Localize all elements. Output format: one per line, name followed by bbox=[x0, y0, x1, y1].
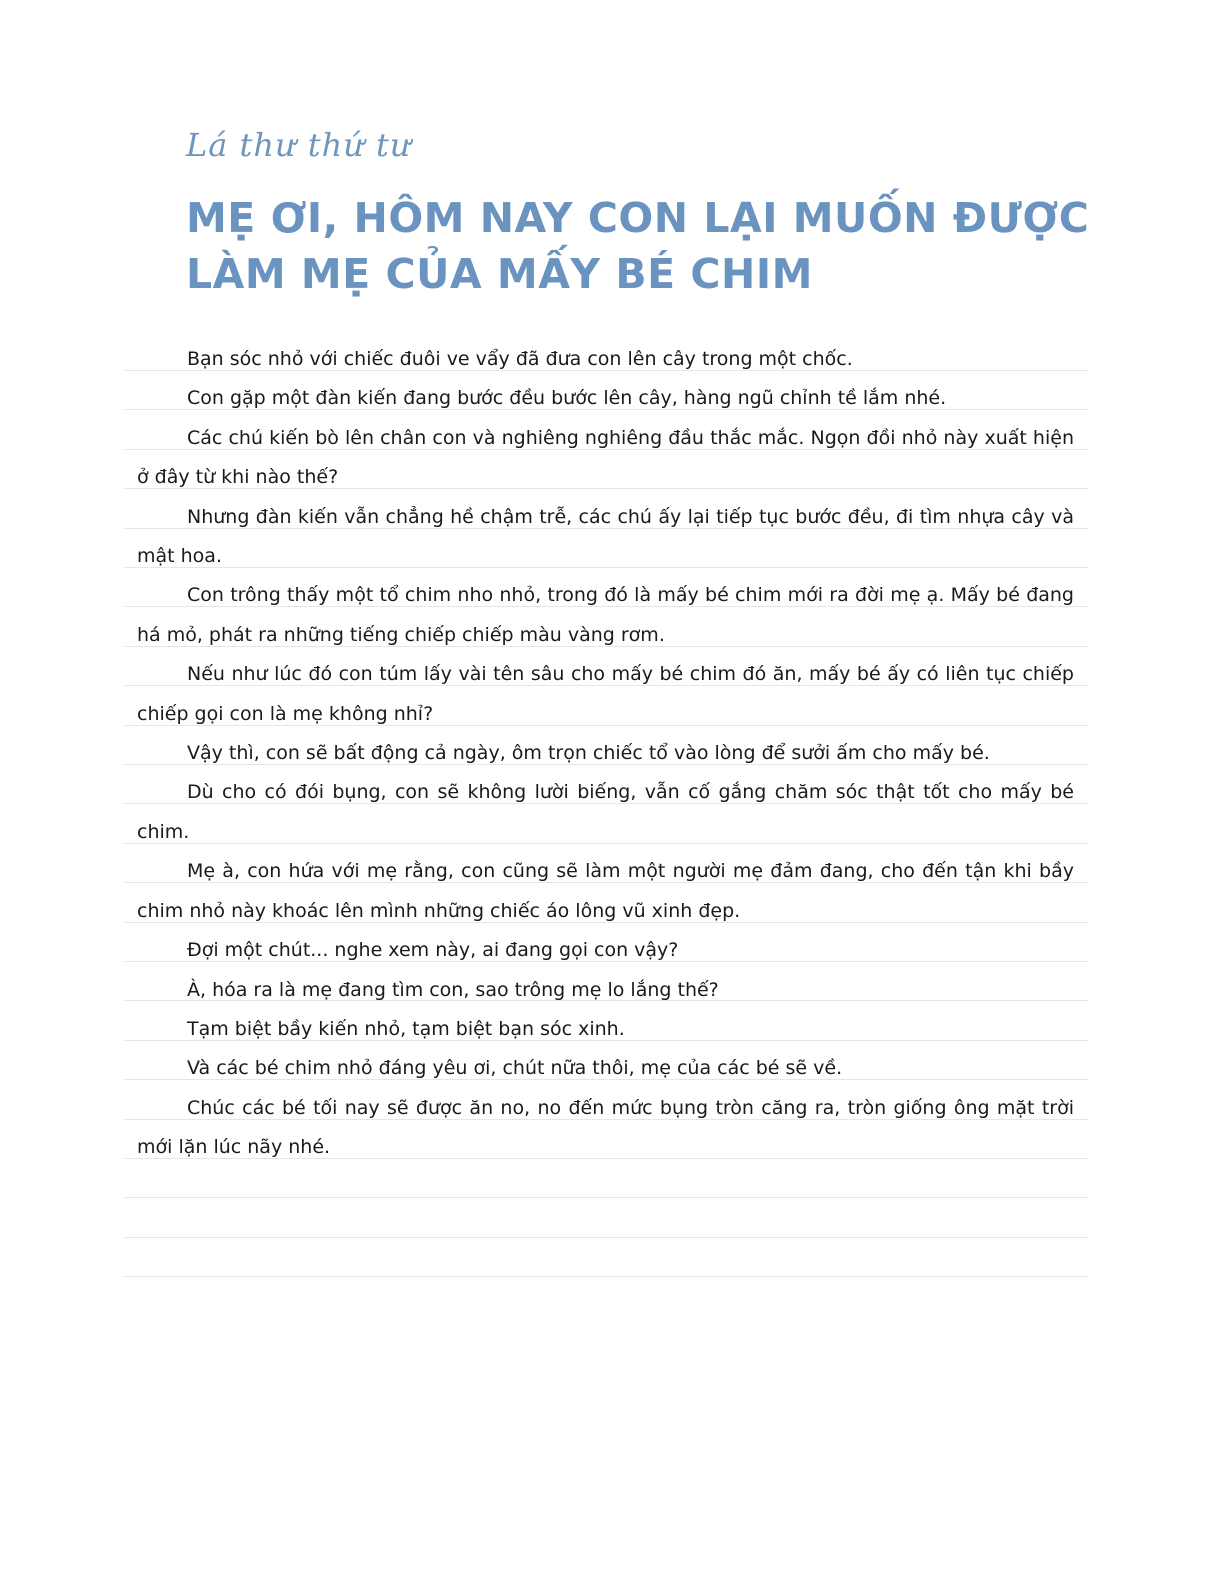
paragraph: Tạm biệt bầy kiến nhỏ, tạm biệt bạn sóc xinh. bbox=[187, 1017, 625, 1040]
letter-body bbox=[137, 340, 1074, 1168]
paragraph: Nhưng đàn kiến vẫn chẳng hề chậm trễ, các chú ấy lại tiếp tục bước đều, đi tìm nhựa cây và mật hoa. bbox=[137, 505, 1074, 568]
paragraph: Con trông thấy một tổ chim nho nhỏ, trong đó là mấy bé chim mới ra đời mẹ ạ. Mấy bé đang há mỏ, phát ra những tiếng chiếp chiếp màu vàng rơm. bbox=[137, 584, 1074, 646]
paragraph: Con gặp một đàn kiến đang bước đều bước lên cây, hàng ngũ chỉnh tề lắm nhé. bbox=[187, 387, 947, 410]
letter-subtitle: Lá thư thứ tư bbox=[186, 126, 412, 164]
paragraph: Nếu như lúc đó con túm lấy vài tên sâu cho mấy bé chim đó ăn, mấy bé ấy có liên tục chiếp chiếp gọi con là mẹ không nhỉ? bbox=[137, 663, 1074, 725]
ruled-line bbox=[124, 1197, 1089, 1198]
paragraph: À, hóa ra là mẹ đang tìm con, sao trông mẹ lo lắng thế? bbox=[187, 978, 719, 1001]
paragraph: Mẹ à, con hứa với mẹ rằng, con cũng sẽ làm một người mẹ đảm đang, cho đến tận khi bầy chim nhỏ này khoác lên mình những chiếc áo lông vũ xinh đẹp. bbox=[137, 860, 1074, 922]
chapter-title-line-1: MẸ ƠI, HÔM NAY CON LẠI MUỐN ĐƯỢC bbox=[186, 194, 1090, 242]
paragraph: Dù cho có đói bụng, con sẽ không lười biếng, vẫn cố gắng chăm sóc thật tốt cho mấy bé chim. bbox=[137, 781, 1074, 843]
ruled-line bbox=[124, 1237, 1089, 1238]
paragraph: Bạn sóc nhỏ với chiếc đuôi ve vẩy đã đưa con lên cây trong một chốc. bbox=[187, 348, 853, 370]
paragraph: Đợi một chút... nghe xem này, ai đang gọi con vậy? bbox=[187, 939, 679, 962]
chapter-title bbox=[186, 190, 1090, 302]
paragraph: Vậy thì, con sẽ bất động cả ngày, ôm trọn chiếc tổ vào lòng để sưởi ấm cho mấy bé. bbox=[187, 742, 990, 765]
paragraph: Các chú kiến bò lên chân con và nghiêng nghiêng đầu thắc mắc. Ngọn đồi nhỏ này xuất hiện ở đây từ khi nào thế? bbox=[137, 426, 1074, 489]
paragraph: Và các bé chim nhỏ đáng yêu ơi, chút nữa thôi, mẹ của các bé sẽ về. bbox=[187, 1057, 843, 1080]
chapter-title-line-2: LÀM MẸ CỦA MẤY BÉ CHIM bbox=[186, 250, 813, 298]
ruled-line bbox=[124, 1276, 1089, 1277]
paragraph: Chúc các bé tối nay sẽ được ăn no, no đến mức bụng tròn căng ra, tròn giống ông mặt trời mới lặn lúc nãy nhé. bbox=[137, 1096, 1074, 1159]
